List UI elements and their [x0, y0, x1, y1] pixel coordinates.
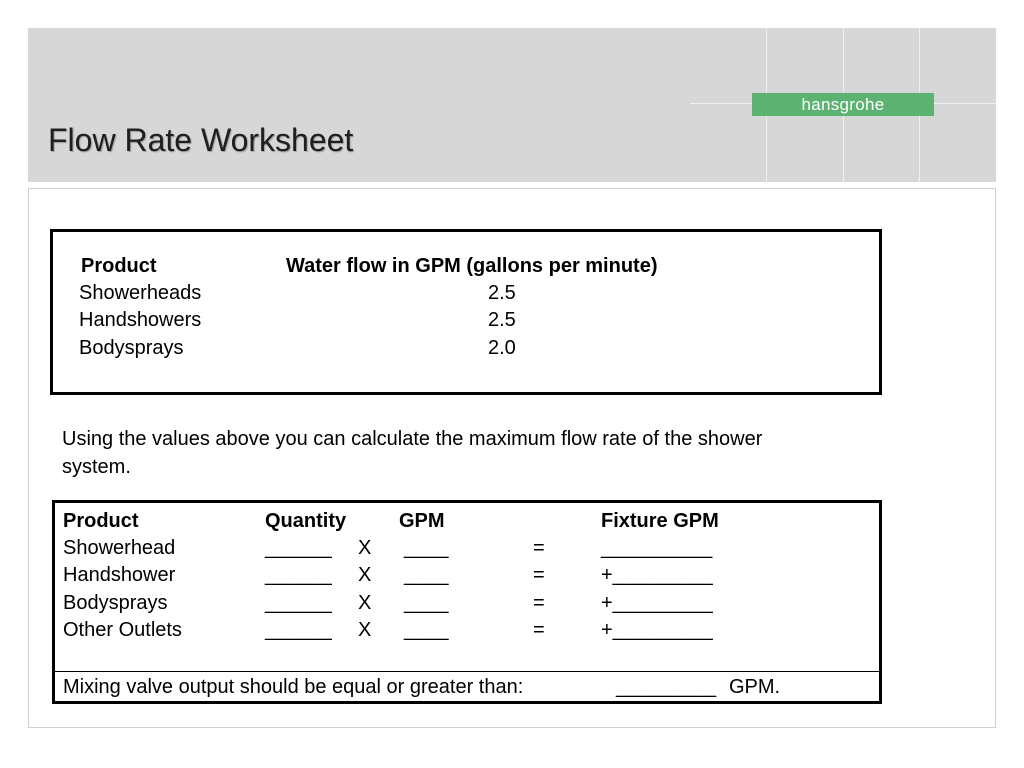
table2-header-gpm: GPM: [399, 510, 445, 532]
mixing-valve-text: Mixing valve output should be equal or greater than:: [63, 676, 524, 698]
quantity-blank: ______: [265, 592, 332, 614]
table1-gpm: 2.0: [488, 337, 516, 359]
equals-sign: =: [533, 592, 545, 614]
equals-sign: =: [533, 619, 545, 641]
gpm-blank: ____: [404, 564, 449, 586]
table2-product: Other Outlets: [63, 619, 182, 641]
fixture-gpm-blank: __________: [601, 537, 713, 559]
table2-header-fixture-gpm: Fixture GPM: [601, 510, 719, 532]
multiply-sign: X: [358, 564, 372, 586]
table1-product: Bodysprays: [79, 337, 184, 359]
equals-sign: =: [533, 564, 545, 586]
table1-header-product: Product: [81, 255, 157, 277]
table-divider: [55, 671, 879, 672]
equals-sign: =: [533, 537, 545, 559]
table1-header-gpm: Water flow in GPM (gallons per minute): [286, 255, 658, 277]
table1-product: Handshowers: [79, 309, 202, 331]
fixture-gpm-blank: +_________: [601, 564, 713, 586]
table1-gpm: 2.5: [488, 282, 516, 304]
calculation-table: [52, 500, 882, 704]
fixture-gpm-blank: +_________: [601, 619, 713, 641]
multiply-sign: X: [358, 537, 372, 559]
quantity-blank: ______: [265, 619, 332, 641]
mixing-valve-unit: GPM.: [729, 676, 781, 698]
instruction-text-line2: system.: [62, 456, 131, 478]
gpm-blank: ____: [404, 592, 449, 614]
quantity-blank: ______: [265, 537, 332, 559]
brand-logo: hansgrohe: [752, 93, 934, 116]
table1-gpm: 2.5: [488, 309, 516, 331]
multiply-sign: X: [358, 619, 372, 641]
gpm-blank: ____: [404, 537, 449, 559]
quantity-blank: ______: [265, 564, 332, 586]
page-title: Flow Rate Worksheet: [48, 122, 354, 158]
gpm-blank: ____: [404, 619, 449, 641]
table2-header-product: Product: [63, 510, 139, 532]
table2-product: Bodysprays: [63, 592, 168, 614]
table2-product: Showerhead: [63, 537, 176, 559]
table2-header-quantity: Quantity: [265, 510, 347, 532]
instruction-text-line1: Using the values above you can calculate the maximum flow rate of the shower: [62, 428, 763, 450]
multiply-sign: X: [358, 592, 372, 614]
header-banner: [28, 28, 996, 182]
fixture-gpm-blank: +_________: [601, 592, 713, 614]
table2-product: Handshower: [63, 564, 176, 586]
table1-product: Showerheads: [79, 282, 202, 304]
mixing-valve-blank: _________: [616, 676, 717, 698]
